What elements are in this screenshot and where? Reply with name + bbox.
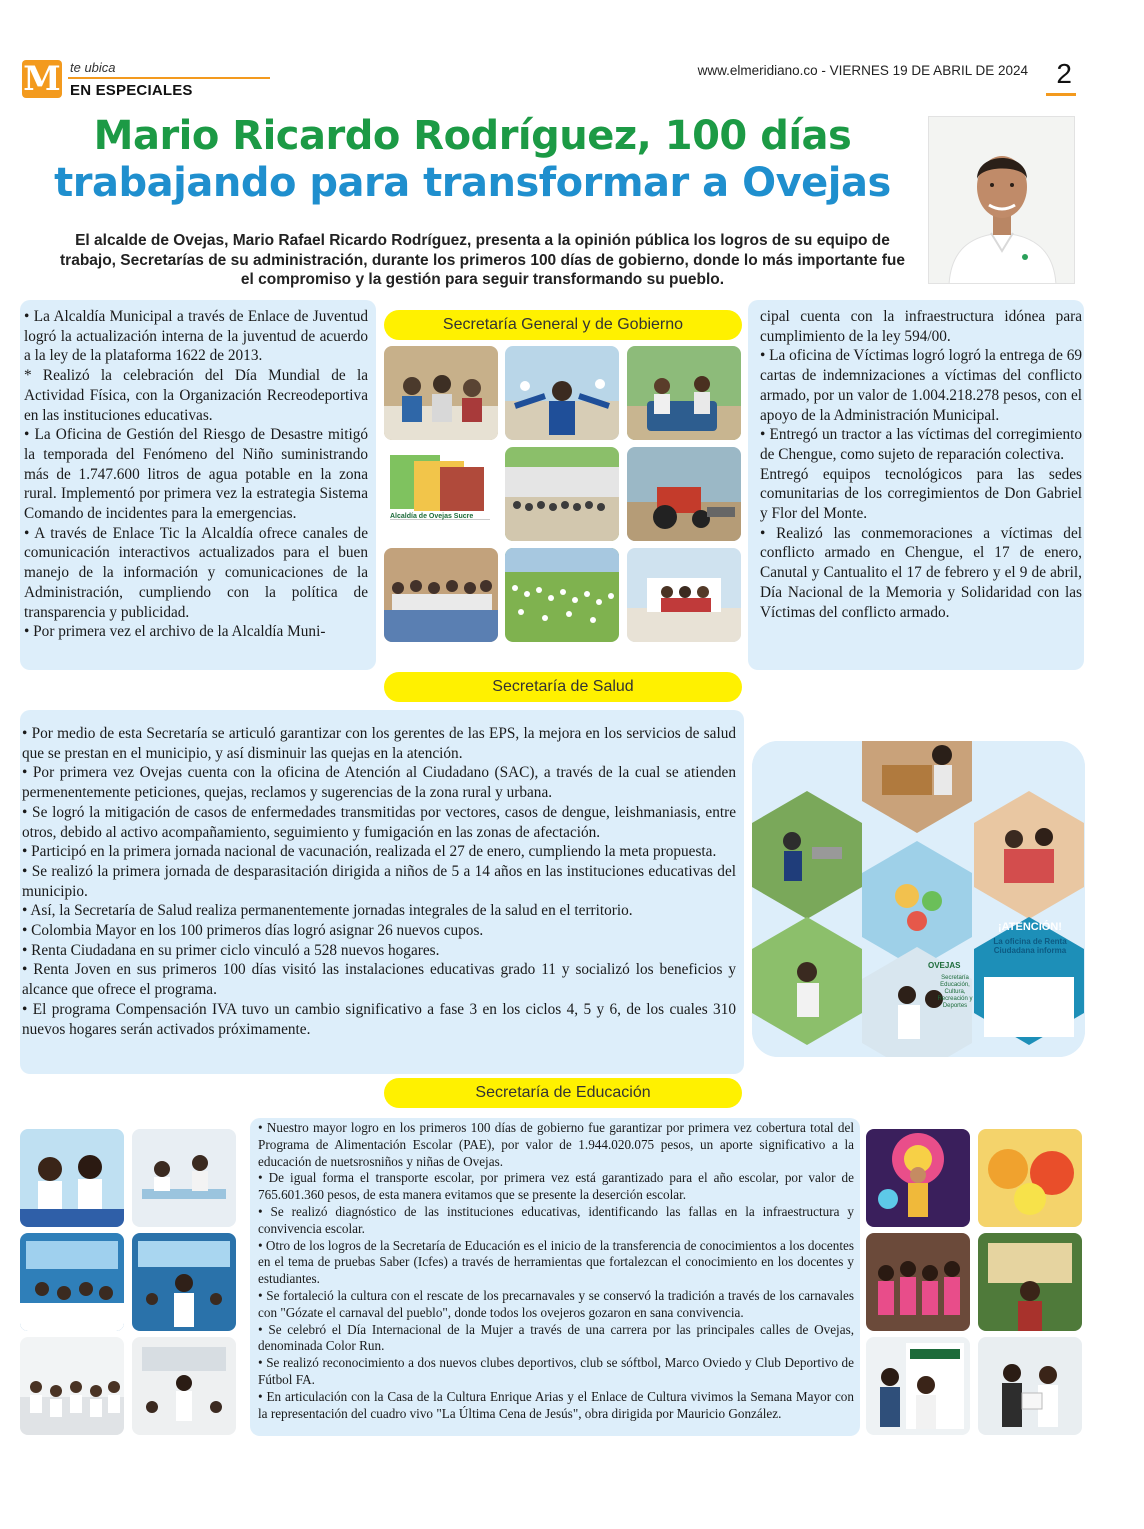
photo-school-bus-1 <box>20 1233 124 1331</box>
salud-text <box>22 724 736 1039</box>
photo-school-bus-2 <box>132 1233 236 1331</box>
gobierno-item: * Realizó la celebración del Día Mundial de la Actividad Física, con la Organización Recreodeportiva en las instituciones educativas. <box>24 367 368 424</box>
gobierno-right-text <box>760 307 1082 622</box>
sign-brand: OVEJAS <box>928 961 961 970</box>
salud-item: • Renta Ciudadana en su primer ciclo vinculó a 528 nuevos hogares. <box>22 941 440 959</box>
photo-tractor <box>627 447 741 541</box>
newspaper-logo: M <box>23 59 61 99</box>
educacion-item: • Nuestro mayor logro en los primeros 100 días de gobierno fue garantizar por primera vez cobertura total del Programa de Alimentación Escolar (PAE), por valor de 1.944.020.075 pesos, un aporte significativo a la educación de nuetsrosniños y niñas de Ovejas. <box>258 1120 854 1169</box>
sign-text: Secretaría Educación, Cultura, Recreación y Deportes <box>937 975 973 1009</box>
educacion-item: • Se realizó reconocimiento a dos nuevos clubes deportivos, club se sóftbol, Marco Oviedo y Club Deportivo de Fútbol FA. <box>258 1355 854 1387</box>
photo-community-event <box>505 447 619 541</box>
photo-physical-activity <box>505 346 619 440</box>
gobierno-left-text <box>24 307 368 642</box>
gobierno-item: • La Alcaldía Municipal a través de Enlace de Juventud logró la actualización interna de la juventud de acuerdo a la ley de la plataforma 1622 de 2013. <box>24 308 368 365</box>
salud-item: • El programa Compensación IVA tuvo un cambio significativo a fase 3 en los ciclos 4, 5 y 6, de los cuales 310 nuevos hogares serán activados próximamente. <box>22 1000 736 1038</box>
page-number-underline <box>1046 93 1076 96</box>
photo-equipment-delivery <box>384 548 498 642</box>
photo-ceremony <box>627 548 741 642</box>
photo-youth-meeting <box>384 346 498 440</box>
photo-cultural-stage <box>978 1233 1082 1331</box>
page-number: 2 <box>1056 58 1072 89</box>
poster-subtitle: La oficina de Renta Ciudadana informa <box>993 937 1067 955</box>
gobierno-item: • Entregó un tractor a las víctimas del corregimiento de Chengue, como sujeto de reparación colectiva. <box>760 426 1082 463</box>
photo-carnival-queen <box>866 1129 970 1227</box>
photo-womens-day <box>866 1233 970 1331</box>
gobierno-item: Entregó equipos tecnológicos para las sedes comunitarias de los corregimientos de Don Gabriel y Flor del Monte. <box>760 465 1082 523</box>
tagline-divider <box>68 77 270 79</box>
photo-carnival-dancers <box>978 1129 1082 1227</box>
gobierno-item: • La Oficina de Gestión del Riesgo de Desastre mitigó la temporada del Fenómeno del Niño suministrando más de 1.747.600 litros de agua potable en la zona rural. Implementó por primera vez la estrategia Sistema Comando de incidentes para la emergencias. <box>24 426 368 523</box>
educacion-item: • Se celebró el Día Internacional de la Mujer a través de una carrera por las principales calles de Ovejas, denominada Color Run. <box>258 1321 854 1354</box>
photo-classroom-1 <box>20 1337 124 1435</box>
educacion-item: • Se fortaleció la cultura con el rescate de los precarnavales y se conservó la tradición a través de los carnavales con "Gózate el carnaval del pueblo", donde todos los ovejeros gozaron en sana convivencia. <box>258 1287 854 1320</box>
gobierno-item: • Por primera vez el archivo de la Alcaldía Muni- <box>24 623 326 641</box>
gobierno-item: • A través de Enlace Tic la Alcaldía ofrece canales de comunicación interactivos actualizados para el buen manejo de la información y comunicaciones de la Administración, cumpliendo con la política de transparencia y publicidad. <box>24 524 368 621</box>
educacion-item: • De igual forma el transporte escolar, por primera vez está garantizado para el año escolar, por valor de 765.601.360 pesos, de esta manera evitamos que se presente la deserción escolar. <box>258 1170 854 1203</box>
salud-item: • Por primera vez Ovejas cuenta con la oficina de Atención al Ciudadano (SAC), a través de la cual se atienden permenentemente peticiones, quejas, reclamos y sugerencias de la zona rural y urbana. <box>22 764 736 802</box>
photo-sports-club-1 <box>866 1337 970 1435</box>
salud-item: • Se logró la mitigación de casos de enfermedades transmitidas por vectores, casos de dengue, leishmaniasis, entre otros, debido al activo acompañamiento, seguimiento y fumigación en las zonas de afectación. <box>22 803 736 841</box>
section-label: EN ESPECIALES <box>70 82 193 99</box>
photo-web-portal <box>384 447 498 541</box>
title-line-2: trabajando para transformar a Ovejas <box>54 160 891 206</box>
salud-item: • Participó en la primera jornada nacional de vacunación, realizada el 27 de enero, cumpliendo la meta propuesta. <box>22 843 717 861</box>
article-subtitle: El alcalde de Ovejas, Mario Rafael Ricardo Rodríguez, presenta a la opinión pública los logros de su equipo de trabajo, Secretarías de su administración, durante los primeros 100 días de gobierno, donde lo más importante fue el compromiso y la gestión para seguir transformando su pueblo. <box>60 232 905 288</box>
educacion-text <box>258 1120 854 1422</box>
photo-sports-club-2 <box>978 1337 1082 1435</box>
gobierno-item: cipal cuenta con la infraestructura idónea para cumplimiento de la ley 594/00. <box>760 308 1082 345</box>
salud-item: • Renta Joven en sus primeros 100 días visitó las instalaciones educativas grado 11 y socializó los beneficios y alcance que ofrece el programa. <box>22 961 736 999</box>
photo-water-delivery <box>627 346 741 440</box>
photo-school-meal <box>132 1129 236 1227</box>
photo-crowd-memorial <box>505 548 619 642</box>
article-title <box>20 113 925 207</box>
poster-title: ¡ATENCIÓN! <box>998 921 1062 933</box>
educacion-item: • Otro de los logros de la Secretaría de Educación es el inicio de la transferencia de conocimientos a los docentes en el tema de pruebas Saber (Icfes) a través de herramientas que fortalezcan el conocimiento en los docentes y estudiantes. <box>258 1237 854 1287</box>
educacion-item: • En articulación con la Casa de la Cultura Enrique Arias y el Enlace de Cultura vivimos la Semana Mayor con la representación del cuadro vivo "La Última Cena de Jesús", obra dirigida por Mauricio González. <box>258 1388 854 1421</box>
gobierno-heading: Secretaría General y de Gobierno <box>384 310 742 340</box>
mayor-portrait <box>928 116 1075 284</box>
gobierno-item: • La oficina de Víctimas logró logró la entrega de 69 cartas de indemnizaciones a víctimas del conflicto armado, por un valor de 1.004.218.278 pesos, con el apoyo de la Administración Municipal. <box>760 347 1082 424</box>
salud-heading: Secretaría de Salud <box>384 672 742 702</box>
tagline: te ubica <box>70 60 116 75</box>
gobierno-item: • Realizó las conmemoraciones a víctimas del conflicto armado en Chengue, el 17 de enero, Canutal y Cantualito el 17 de febrero y el 9 de abril, Día Nacional de la Memoria y Solidaridad con las Víctimas del conflicto armado. <box>760 524 1082 621</box>
salud-item: • Colombia Mayor en los 100 primeros días logró asignar 26 nuevos cupos. <box>22 922 484 940</box>
salud-item: • Así, la Secretaría de Salud realiza permanentemente jornadas integrales de la salud en el territorio. <box>22 902 633 920</box>
title-line-1: Mario Ricardo Rodríguez, 100 días <box>93 113 852 159</box>
photo-caption: Alcaldía de Ovejas Sucre <box>390 513 474 520</box>
salud-photo-collage <box>752 741 1085 1057</box>
salud-item: • Por medio de esta Secretaría se articuló garantizar con los gerentes de las EPS, la mejora en los servicios de salud que se prestan en el municipio, y así disminuir las quejas en la atención. <box>22 725 736 762</box>
photo-classroom-2 <box>132 1337 236 1435</box>
educacion-heading: Secretaría de Educación <box>384 1078 742 1108</box>
educacion-item: • Se realizó diagnóstico de las instituciones educativas, identificando las fallas en la infraestructura y convivencia escolar. <box>258 1203 854 1236</box>
salud-item: • Se realizó la primera jornada de desparasitación dirigida a niños de 5 a 14 años en las instituciones educativas del municipio. <box>22 862 736 900</box>
site-and-date: www.elmeridiano.co - VIERNES 19 DE ABRIL DE 2024 <box>697 63 1028 78</box>
photo-students-girls <box>20 1129 124 1227</box>
